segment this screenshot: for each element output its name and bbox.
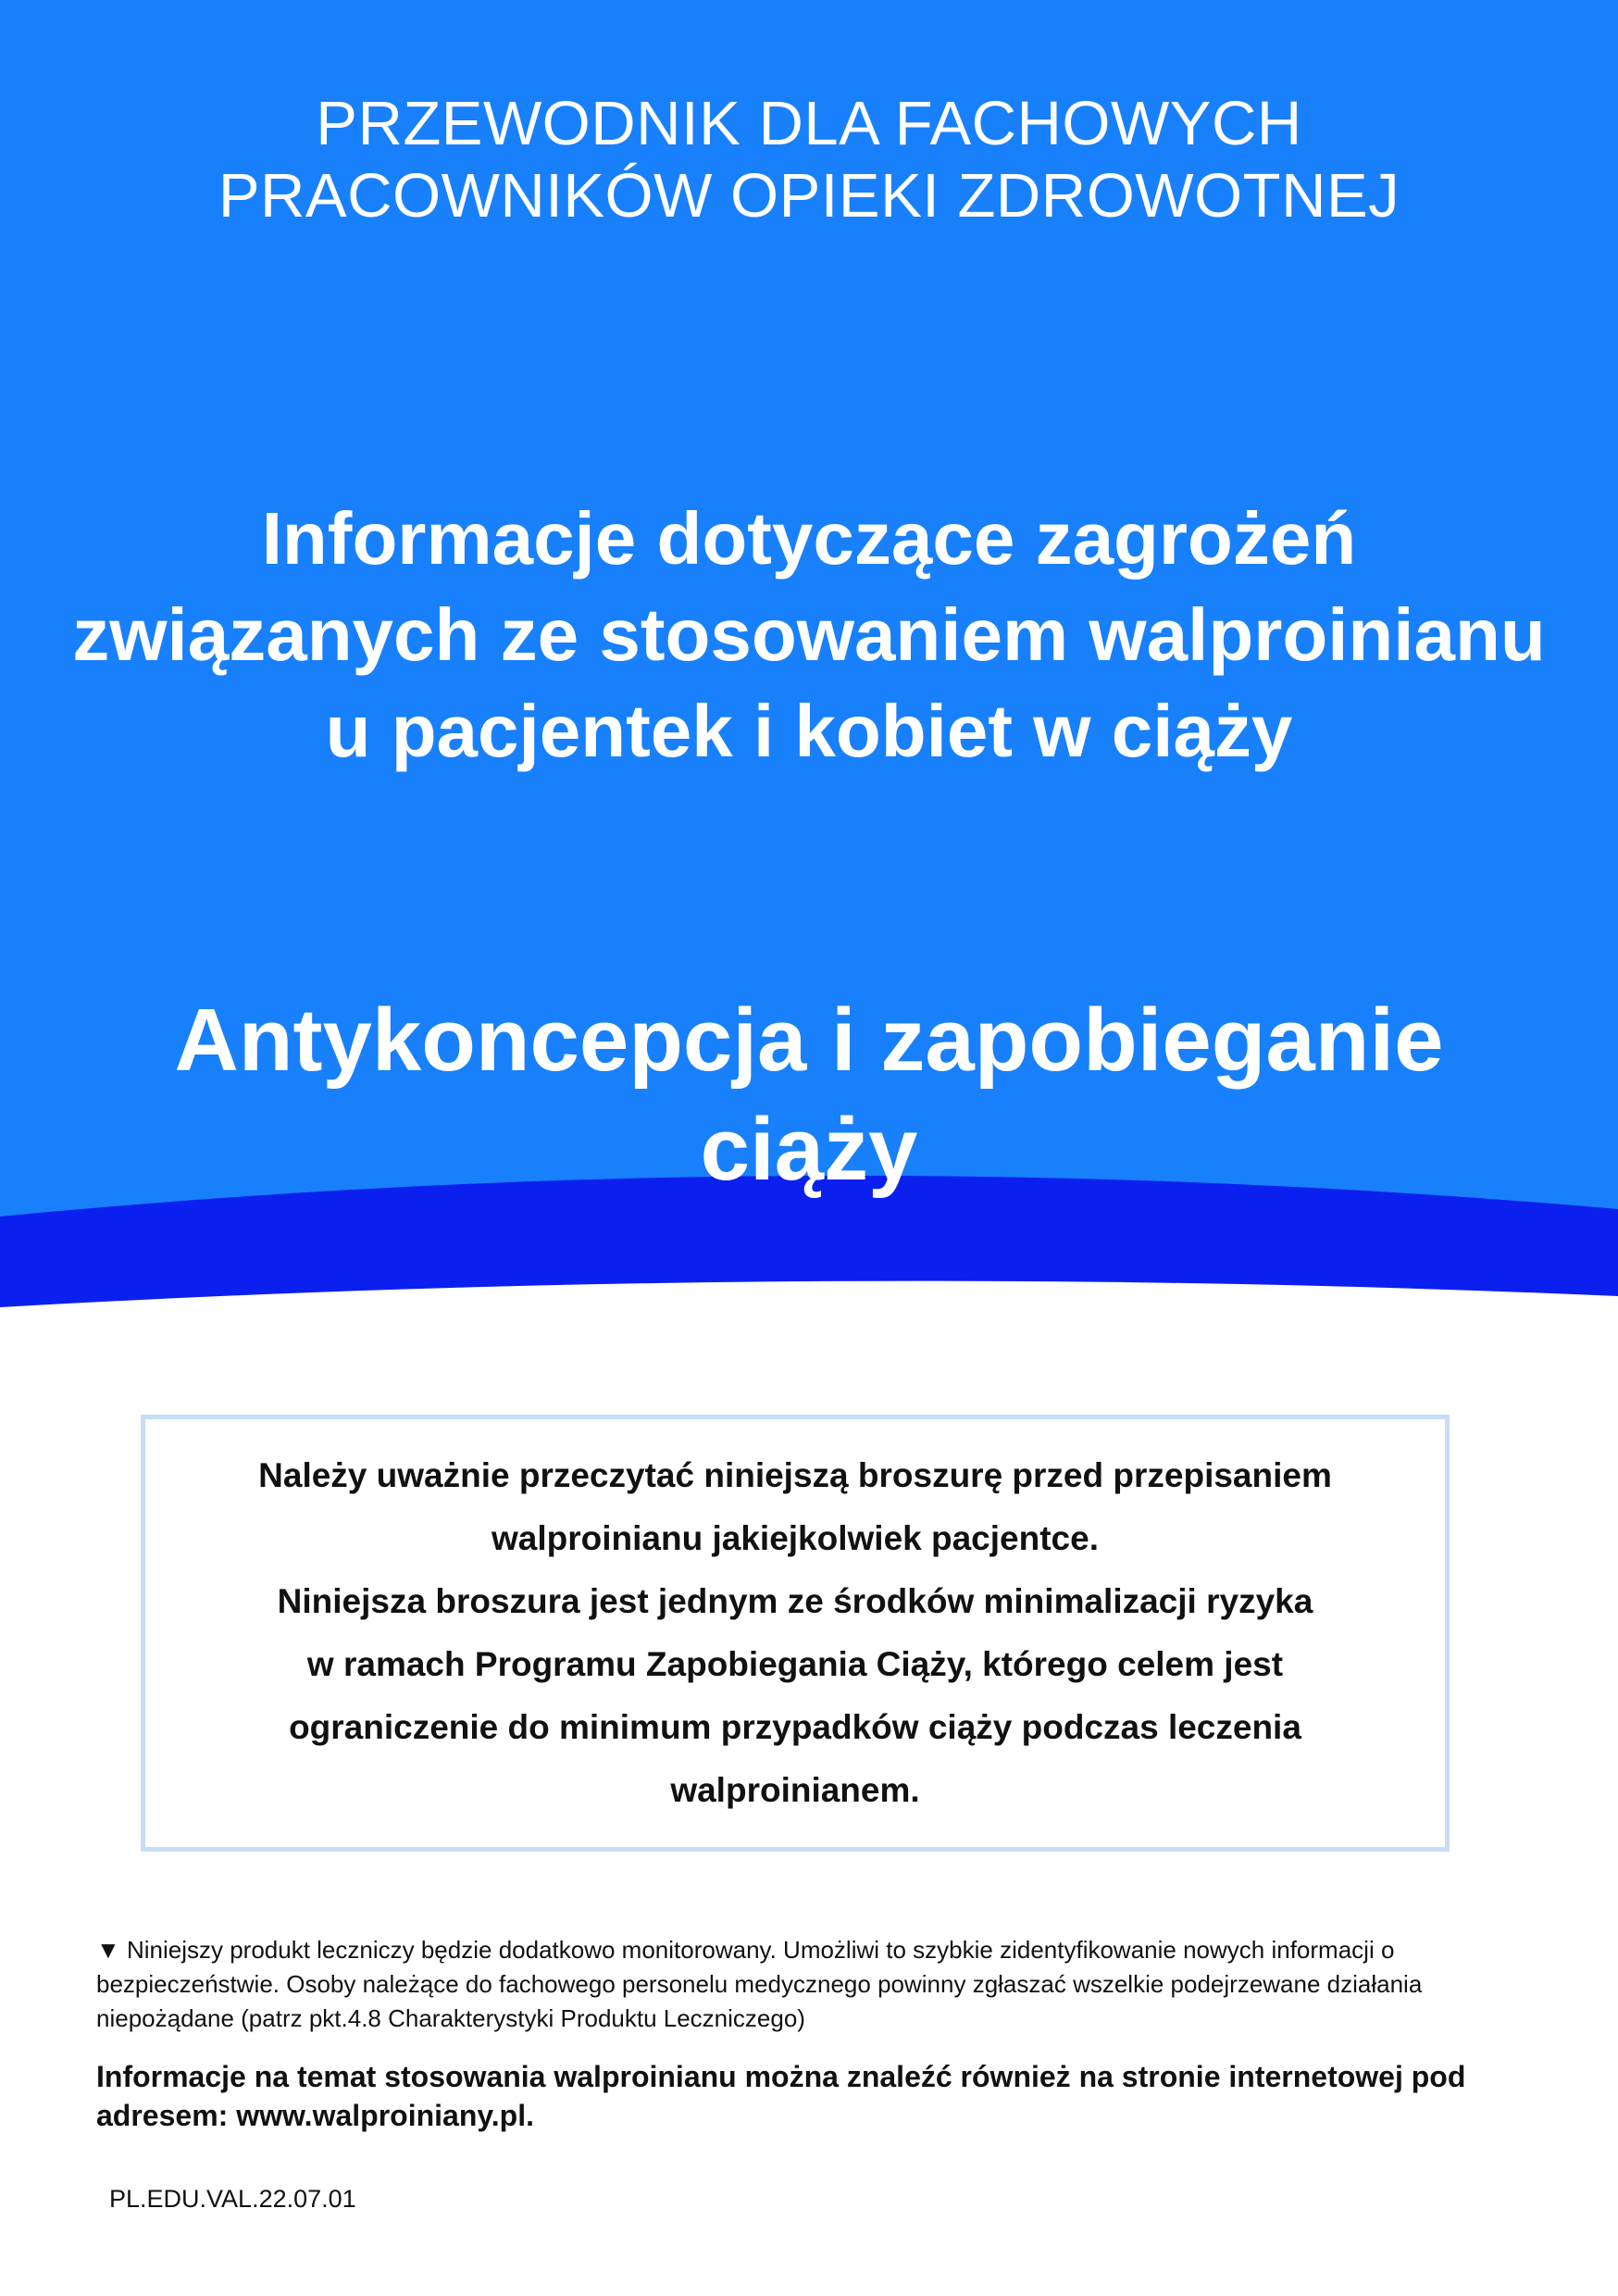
footnote-line: bezpieczeństwie. Osoby należące do fachowego personelu medycznego powinny zgłaszać wszelkie podejrzewane działania [96,1970,1423,1998]
notice-line: walproinianem. [670,1771,920,1809]
sub-title-line: ciąży [700,1100,918,1199]
notice-box [141,1415,1450,1852]
monitoring-footnote [96,1933,1540,2036]
notice-line: w ramach Programu Zapobiegania Ciąży, którego celem jest [306,1645,1284,1683]
guide-title-line: PRZEWODNIK DLA FACHOWYCH [316,89,1302,158]
guide-title-line: PRACOWNIKÓW OPIEKI ZDROWOTNEJ [218,161,1400,231]
notice-line: walproinianu jakiejkolwiek pacjentce. [492,1519,1099,1557]
main-title-line: Informacje dotyczące zagrożeń [261,497,1357,580]
info-line: adresem: www.walproiniany.pl. [96,2099,534,2132]
info-line: Informacje na temat stosowania walproinianu można znaleźć również na stronie internetowej pod [96,2060,1466,2093]
guide-title [0,88,1618,232]
main-title [0,491,1618,780]
footnote-line: niepożądane (patrz pkt.4.8 Charakterystyki Produktu Leczniczego) [96,2004,805,2032]
footnote-line: ▼ Niniejszy produkt leczniczy będzie dodatkowo monitorowany. Umożliwi to szybkie zidentyfikowanie nowych informacji o [96,1936,1395,1964]
notice-line: Należy uważnie przeczytać niniejszą broszurę przed przepisaniem [258,1456,1332,1494]
notice-line: ograniczenie do minimum przypadków ciąży podczas leczenia [289,1708,1301,1746]
notice-text [258,1444,1332,1822]
notice-line: Niniejsza broszura jest jednym ze środków minimalizacji ryzyka [277,1582,1313,1620]
document-code: PL.EDU.VAL.22.07.01 [109,2185,356,2213]
main-title-line: związanych ze stosowaniem walproinianu [72,593,1546,676]
website-info [96,2057,1540,2135]
sub-title [0,986,1618,1204]
main-title-line: u pacjentek i kobiet w ciąży [325,690,1293,772]
sub-title-line: Antykoncepcja i zapobieganie [174,991,1444,1090]
